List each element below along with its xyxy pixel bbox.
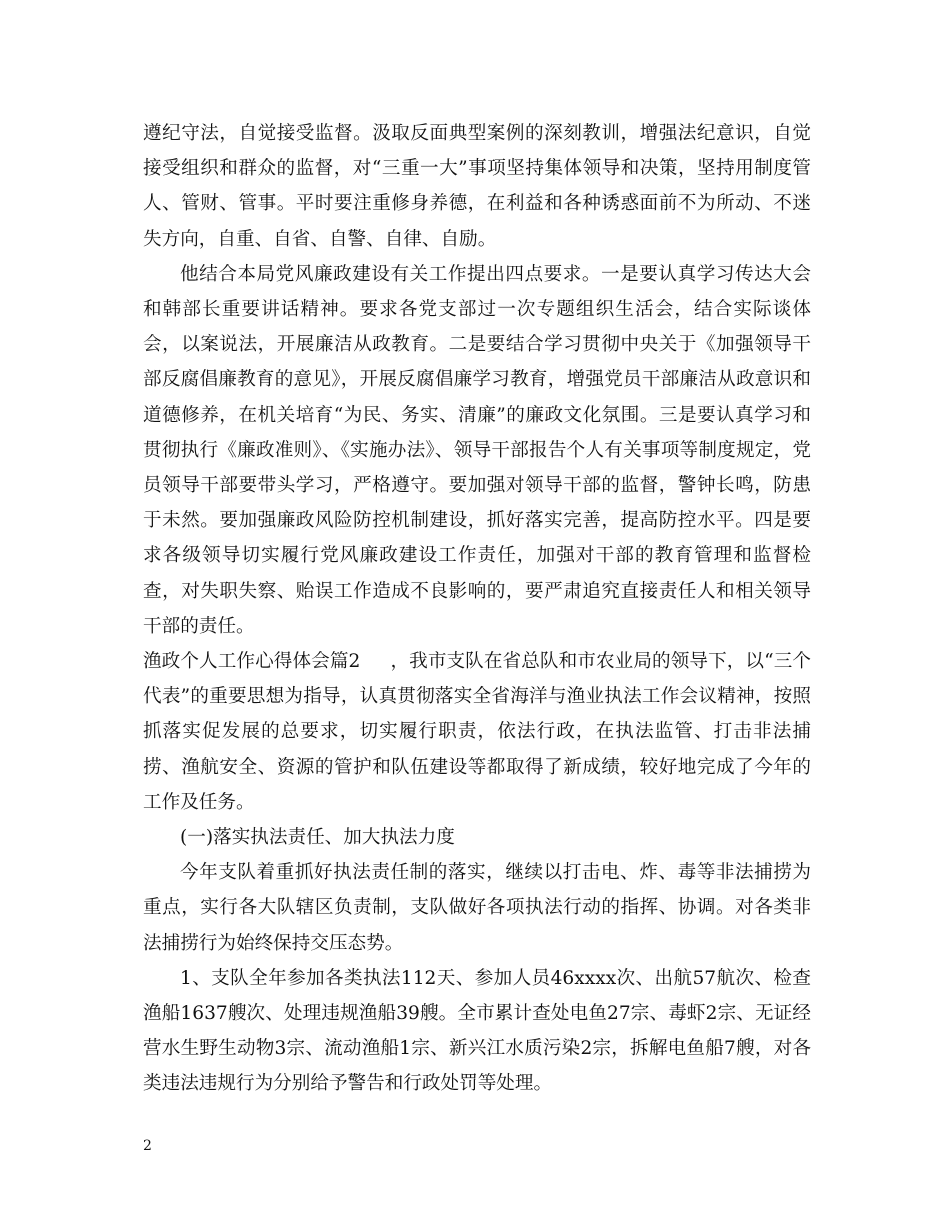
section-body: ，我市支队在省总队和市农业局的领导下，以“三个代表”的重要思想为指导，认真贯彻落实全省海洋与渔业执法工作会议精神，按照抓落实促发展的总要求，切实履行职责，依法行政，在执法监管、打击非法捕捞、渔航安全、资源的管护和队伍建设等都取得了新成绩，较好地完成了今年的工作及任务。: [143, 651, 811, 813]
document-page: [143, 116, 811, 1102]
section-title: 渔政个人工作心得体会篇2: [143, 651, 361, 673]
paragraph-continuation: 遵纪守法，自觉接受监督。汲取反面典型案例的深刻教训，增强法纪意识，自觉接受组织和群众的监督，对“三重一大”事项坚持集体领导和决策，坚持用制度管人、管财、管事。平时要注重修身养德，在利益和各种诱惑面前不为所动、不迷失方向，自重、自省、自警、自律、自励。: [143, 123, 811, 250]
subheading: (一)落实执法责任、加大执法力度: [180, 827, 455, 849]
paragraph-requirements: 他结合本局党风廉政建设有关工作提出四点要求。一是要认真学习传达大会和韩部长重要讲话精神。要求各党支部过一次专题组织生活会，结合实际谈体会，以案说法，开展廉洁从政教育。二是要结合学习贯彻中央关于《加强领导干部反腐倡廉教育的意见》，开展反腐倡廉学习教育，增强党员干部廉洁从政意识和道德修养，在机关培育“为民、务实、清廉”的廉政文化氛围。三是要认真学习和贯彻执行《廉政准则》、《实施办法》、领导干部报告个人有关事项等制度规定，党员领导干部要带头学习，严格遵守。要加强对领导干部的监督，警钟长鸣，防患于未然。要加强廉政风险防控机制建设，抓好落实完善，提高防控水平。四是要求各级领导切实履行党风廉政建设工作责任，加强对干部的教育管理和监督检查，对失职失察、贻误工作造成不良影响的，要严肃追究直接责任人和相关领导干部的责任。: [143, 263, 811, 637]
paragraph-statistics: 1、支队全年参加各类执法112天、参加人员46xxxx次、出航57航次、检查渔船1637艘次、处理违规渔船39艘。全市累计查处电鱼27宗、毒虾2宗、无证经营水生野生动物3宗、流动渔船1宗、新兴江水质污染2宗，拆解电鱼船7艘，对各类违法违规行为分别给予警告和行政处罚等处理。: [143, 967, 811, 1095]
page-number: 2: [143, 1138, 152, 1154]
paragraph-enforcement: 今年支队着重抓好执法责任制的落实，继续以打击电、炸、毒等非法捕捞为重点，实行各大队辖区负责制，支队做好各项执法行动的指挥、协调。对各类非法捕捞行为始终保持交压态势。: [143, 862, 811, 954]
section-intro: [143, 644, 811, 820]
